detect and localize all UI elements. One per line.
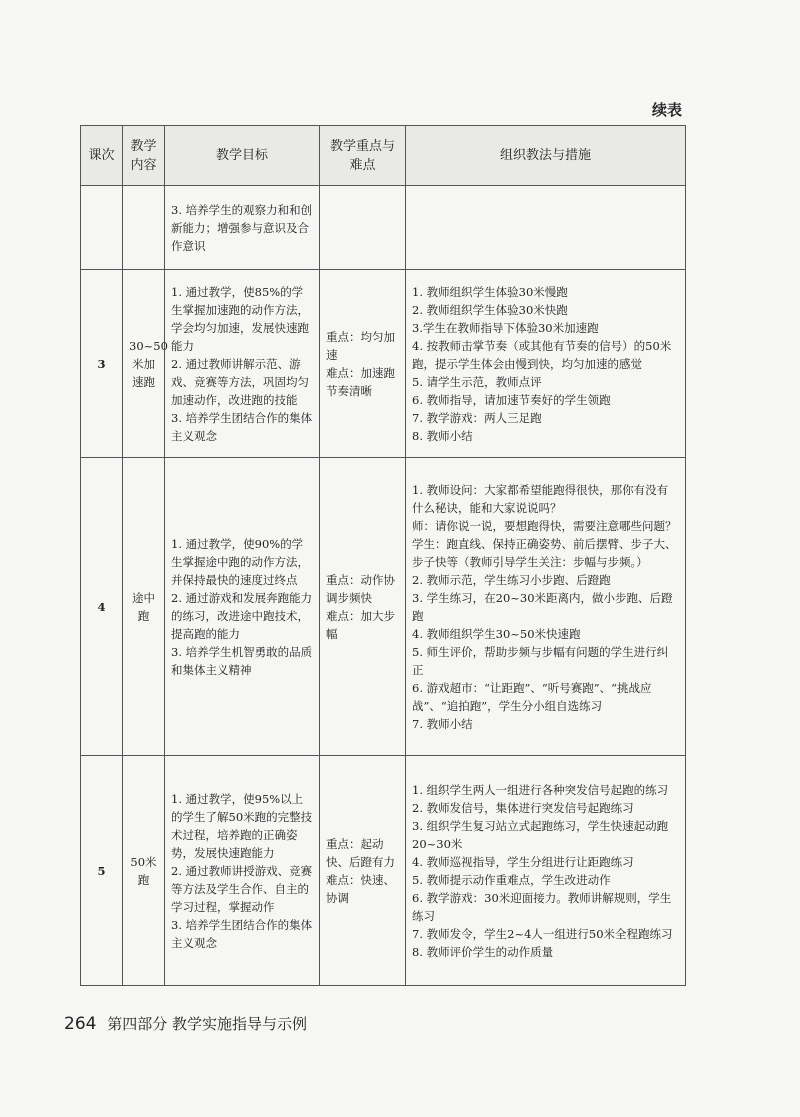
goals-cell [165,458,320,756]
method-item: 1. 组织学生两人一组进行各种突发信号起跑的练习 [412,782,669,797]
focus-item: 难点：加速跑节奏清晰 [326,365,395,398]
goal-item: 3. 培养学生机智勇敢的品质和集体主义精神 [171,644,313,677]
header-focus: 教学重点与难点 [320,126,406,186]
methods-cell [406,756,686,986]
footer-part: 第四部分 [107,1015,168,1033]
goals-cell [165,186,320,270]
method-item: 师：请你说一说，要想跑得快，需要注意哪些问题？ [412,518,677,533]
header-goals: 教学目标 [165,126,320,186]
goal-item: 3. 培养学生团结合作的集体主义观念 [171,917,313,950]
methods-cell [406,458,686,756]
method-item: 5. 师生评价，帮助步频与步幅有问题的学生进行纠正 [412,644,669,677]
table-row [81,756,686,986]
method-item: 学生：跑直线、保持正确姿势、前后摆臂、步子大、步子快等（教师引导学生关注：步幅与步频。） [412,536,677,569]
focus-cell [320,186,406,270]
lesson-number-cell: 3 [81,270,123,458]
method-item: 2. 教师组织学生体验30米快跑 [412,302,568,317]
focus-item: 重点：均匀加速 [326,329,395,362]
page-number: 264 [64,1014,97,1034]
focus-cell [320,270,406,458]
table-row [81,270,686,458]
goal-item: 2. 通过教师讲解示范、游戏、竞赛等方法，巩固均匀加速动作，改进跑的技能 [171,356,309,407]
method-item: 4. 按教师击掌节奏（或其他有节奏的信号）的50米跑，提示学生体会由慢到快，均匀加速的感觉 [412,338,672,371]
goal-item: 2. 通过教师讲授游戏、竞赛等方法及学生合作、自主的学习过程，掌握动作 [171,863,313,914]
method-item: 8. 教师小结 [412,428,473,443]
content-cell: 途中跑 [123,458,165,756]
method-item: 7. 教师小结 [412,716,473,731]
method-item: 6. 游戏超市：“让距跑”、“听号赛跑”、“挑战应战”、“追拍跑”，学生分小组自选练习 [412,680,652,713]
focus-item: 难点：快速、协调 [326,872,395,905]
goal-item: 3. 培养学生团结合作的集体主义观念 [171,410,313,443]
table-row [81,458,686,756]
methods-cell [406,186,686,270]
method-item: 7. 教学游戏：两人三足跑 [412,410,542,425]
focus-item: 重点：起动快、后蹬有力 [326,836,395,869]
table-header-row [81,126,686,186]
page-footer [64,1013,307,1034]
goal-item: 1. 通过教学，使90%的学生掌握途中跑的动作方法，并保持最快的速度过终点 [171,536,309,587]
goals-cell [165,756,320,986]
method-item: 6. 教学游戏：30米迎面接力。教师讲解规则，学生练习 [412,890,672,923]
method-item: 4. 教师组织学生30~50米快速跑 [412,626,581,641]
goal-item: 3. 培养学生的观察力和和创新能力；增强参与意识及合作意识 [171,202,313,253]
method-item: 5. 教师提示动作重难点，学生改进动作 [412,872,611,887]
method-item: 1. 教师组织学生体验30米慢跑 [412,284,568,299]
footer-title: 教学实施指导与示例 [172,1015,308,1033]
lesson-number-cell [81,186,123,270]
method-item: 6. 教师指导，请加速节奏好的学生领跑 [412,392,611,407]
header-content: 教学内容 [123,126,165,186]
content-cell: 30~50米加速跑 [123,270,165,458]
method-item: 3. 学生练习，在20~30米距离内，做小步跑、后蹬跑 [412,590,673,623]
method-item: 7. 教师发令，学生2~4人一组进行50米全程跑练习 [412,926,673,941]
focus-cell [320,458,406,756]
method-item: 5. 请学生示范，教师点评 [412,374,542,389]
continued-label: 续表 [651,101,682,119]
content-cell: 50米跑 [123,756,165,986]
table-row [81,186,686,270]
method-item: 2. 教师发信号，集体进行突发信号起跑练习 [412,800,634,815]
goal-item: 1. 通过教学，使95%以上的学生了解50米跑的完整技术过程，培养跑的正确姿势，发展快速跑能力 [171,791,313,860]
content-cell [123,186,165,270]
goals-cell [165,270,320,458]
method-item: 2. 教师示范，学生练习小步跑、后蹬跑 [412,572,611,587]
method-item: 4. 教师巡视指导，学生分组进行让距跑练习 [412,854,634,869]
lesson-plan-table [80,125,686,986]
focus-item: 重点：动作协调步频快 [326,572,395,605]
method-item: 3.学生在教师指导下体验30米加速跑 [412,320,599,335]
method-item: 8. 教师评价学生的动作质量 [412,944,554,959]
focus-cell [320,756,406,986]
goal-item: 2. 通过游戏和发展奔跑能力的练习，改进途中跑技术，提高跑的能力 [171,590,313,641]
method-item: 1. 教师设问：大家都希望能跑得很快，那你有没有什么秘诀，能和大家说说吗？ [412,482,669,515]
focus-item: 难点：加大步幅 [326,608,395,641]
lesson-number-cell: 5 [81,756,123,986]
lesson-number-cell: 4 [81,458,123,756]
methods-cell [406,270,686,458]
header-methods: 组织教法与措施 [406,126,686,186]
goal-item: 1. 通过教学，使85%的学生掌握加速跑的动作方法，学会均匀加速，发展快速跑能力 [171,284,309,353]
method-item: 3. 组织学生复习站立式起跑练习，学生快速起动跑20~30米 [412,818,669,851]
header-lesson-no: 课次 [81,126,123,186]
